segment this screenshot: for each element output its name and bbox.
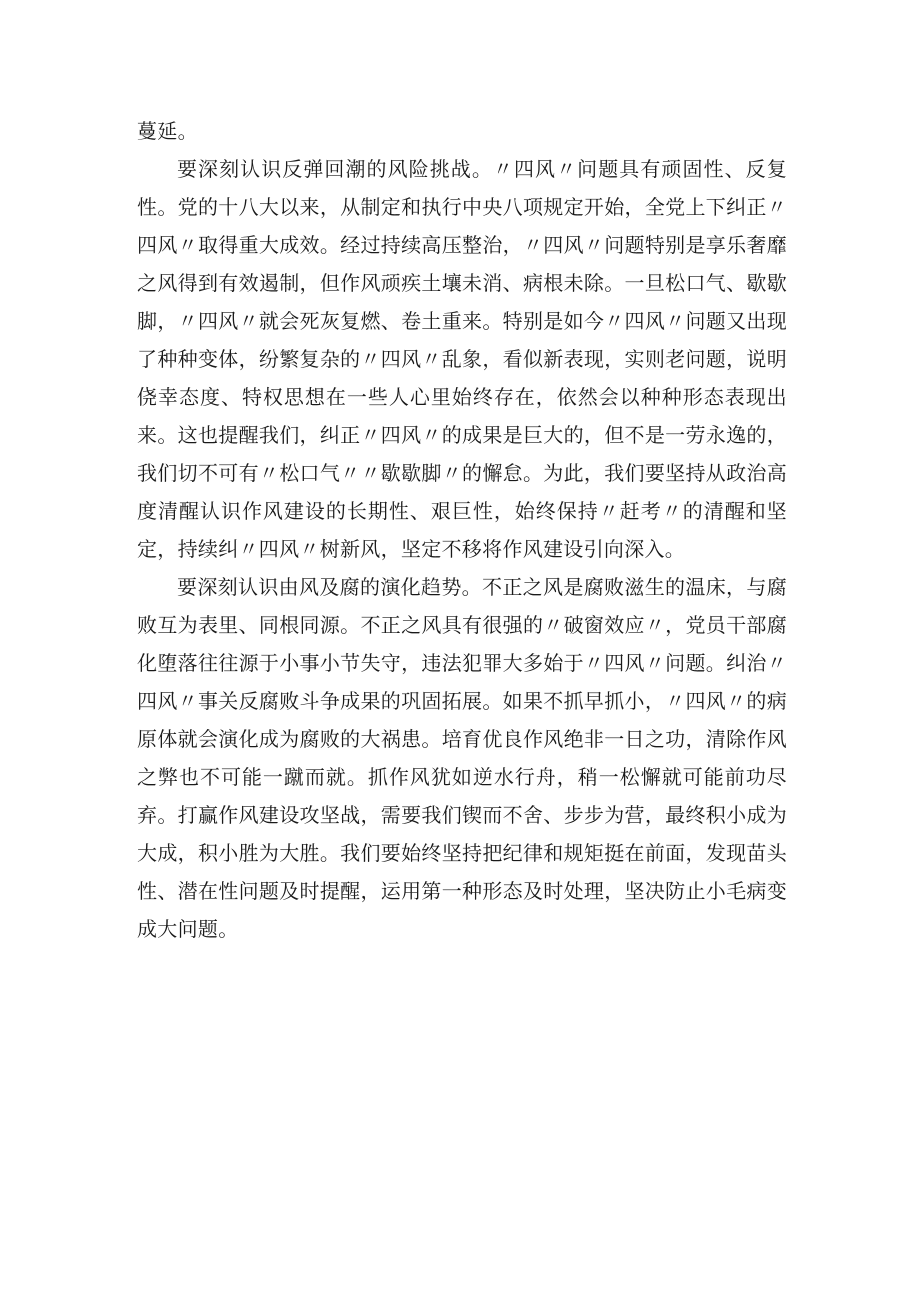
document-body [137, 112, 787, 948]
paragraph-corruption-trend: 要深刻认识由风及腐的演化趋势。不正之风是腐败滋生的温床，与腐败互为表里、同根同源。不正之风具有很强的〃破窗效应〃，党员干部腐化堕落往往源于小事小节失守，违法犯罪大多始于〃四风〃问题。纠治〃四风〃事关反腐败斗争成果的巩固拓展。如果不抓早抓小，〃四风〃的病原体就会演化成为腐败的大祸患。培育优良作风绝非一日之功，清除作风之弊也不可能一蹴而就。抓作风犹如逆水行舟，稍一松懈就可能前功尽弃。打赢作风建设攻坚战，需要我们锲而不舍、步步为营，最终积小成为大成，积小胜为大胜。我们要始终坚持把纪律和规矩挺在前面，发现苗头性、潜在性问题及时提醒，运用第一种形态及时处理，坚决防止小毛病变成大问题。 [137, 575, 787, 941]
paragraph-continuation: 蔓延。 [137, 119, 198, 143]
paragraph-rebound-risk: 要深刻认识反弹回潮的风险挑战。〃四风〃问题具有顽固性、反复性。党的十八大以来，从制定和执行中央八项规定开始，全党上下纠正〃四风〃取得重大成效。经过持续高压整治，〃四风〃问题特别是享乐奢靡之风得到有效遏制，但作风顽疾土壤未消、病根未除。一旦松口气、歇歇脚，〃四风〃就会死灰复燃、卷土重来。特别是如今〃四风〃问题又出现了种种变体，纷繁复杂的〃四风〃乱象，看似新表现，实则老问题，说明侥幸态度、特权思想在一些人心里始终存在，依然会以种种形态表现出来。这也提醒我们，纠正〃四风〃的成果是巨大的，但不是一劳永逸的，我们切不可有〃松口气〃〃歇歇脚〃的懈怠。为此，我们要坚持从政治高度清醒认识作风建设的长期性、艰巨性，始终保持〃赶考〃的清醒和坚定，持续纠〃四风〃树新风，坚定不移将作风建设引向深入。 [137, 157, 787, 561]
